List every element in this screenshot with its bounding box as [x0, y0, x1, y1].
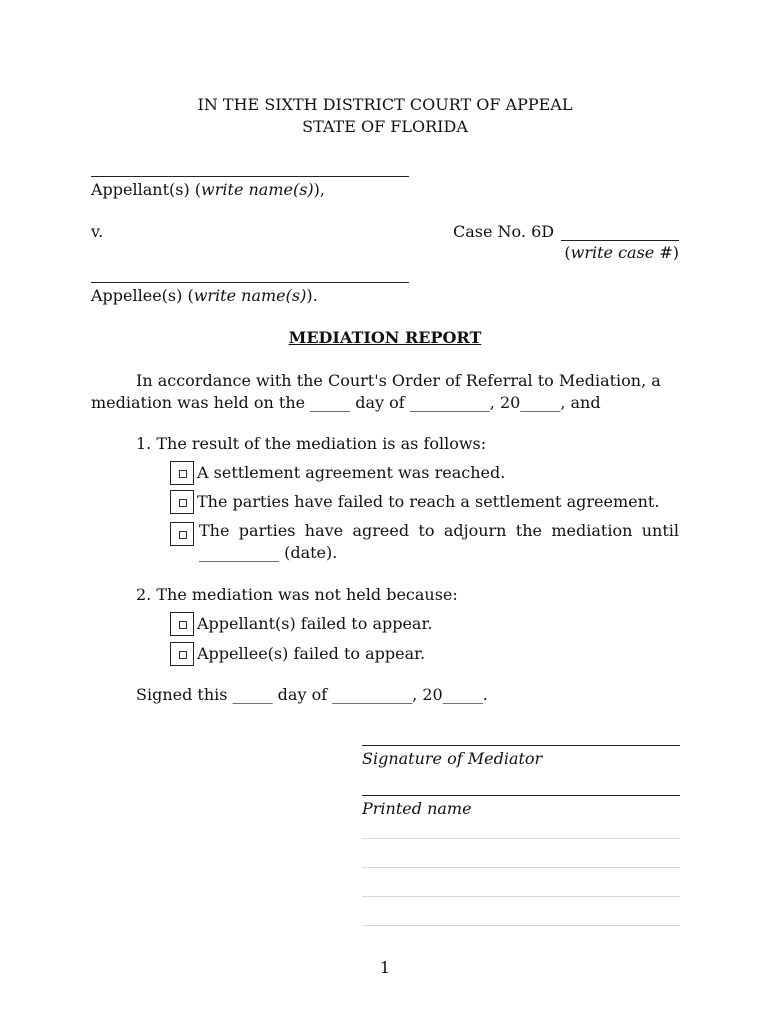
address-line[interactable] — [362, 925, 680, 926]
printed-name-line[interactable] — [362, 795, 680, 796]
section2-heading: 2. The mediation was not held because: — [136, 585, 458, 604]
checkbox-glyph — [179, 651, 187, 659]
appellant-label: Appellant(s) (write name(s)), — [91, 180, 325, 199]
section1-heading: 1. The result of the mediation is as follows: — [136, 434, 487, 453]
settlement-failed-checkbox[interactable] — [170, 490, 194, 514]
settlement-failed-label: The parties have failed to reach a settlement agreement. — [197, 492, 660, 511]
versus-label: v. — [91, 222, 104, 241]
mediator-signature-line[interactable] — [362, 745, 680, 746]
checkbox-glyph — [179, 531, 187, 539]
intro-line-2: mediation was held on the _____ day of __________, 20_____, and — [91, 393, 601, 412]
address-line[interactable] — [362, 838, 680, 839]
checkbox-glyph — [179, 621, 187, 629]
settlement-reached-checkbox[interactable] — [170, 461, 194, 485]
page-number: 1 — [379, 958, 391, 977]
appellant-absent-checkbox[interactable] — [170, 612, 194, 636]
address-line[interactable] — [362, 867, 680, 868]
appellee-label: Appellee(s) (write name(s)). — [91, 286, 318, 305]
appellee-absent-label: Appellee(s) failed to appear. — [197, 644, 426, 663]
mediator-signature-label: Signature of Mediator — [362, 749, 543, 768]
court-name: IN THE SIXTH DISTRICT COURT OF APPEAL — [197, 95, 573, 114]
intro-line-1: In accordance with the Court's Order of Referral to Mediation, a — [136, 371, 661, 390]
appellee-absent-checkbox[interactable] — [170, 642, 194, 666]
checkbox-glyph — [179, 499, 187, 507]
case-number-label: Case No. 6D — [453, 222, 555, 241]
adjourn-label: The parties have agreed to adjourn the mediation until — [199, 521, 679, 540]
adjourn-date-line[interactable]: __________ (date). — [199, 543, 338, 562]
adjourn-checkbox[interactable] — [170, 522, 194, 546]
document-title: MEDIATION REPORT — [288, 328, 482, 347]
settlement-reached-label: A settlement agreement was reached. — [197, 463, 506, 482]
address-line[interactable] — [362, 896, 680, 897]
printed-name-label: Printed name — [362, 799, 472, 818]
appellee-name-line[interactable] — [91, 282, 409, 283]
case-number-line[interactable] — [561, 240, 679, 241]
case-number-hint: (write case #) — [564, 243, 679, 262]
signed-date-line: Signed this _____ day of __________, 20_____. — [136, 685, 488, 704]
appellant-absent-label: Appellant(s) failed to appear. — [197, 614, 433, 633]
checkbox-glyph — [179, 470, 187, 478]
court-state: STATE OF FLORIDA — [302, 117, 468, 136]
appellant-name-line[interactable] — [91, 176, 409, 177]
